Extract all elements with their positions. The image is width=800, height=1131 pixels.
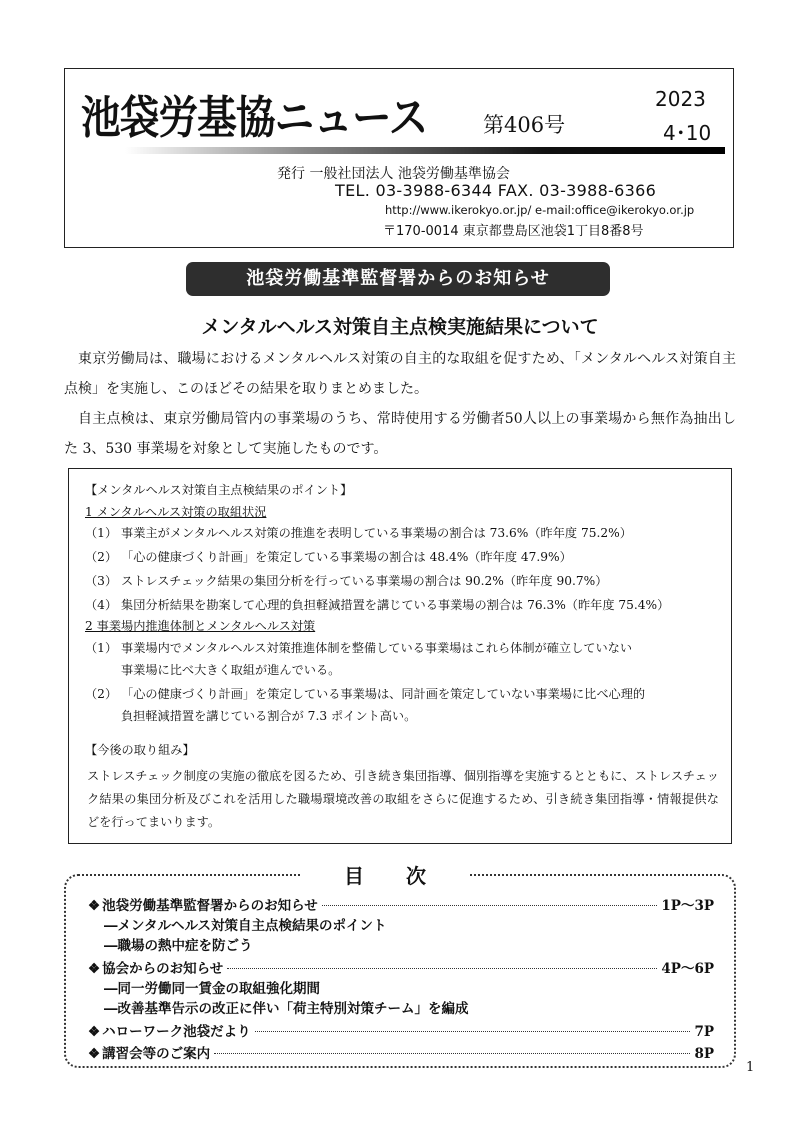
future-text: ストレスチェック制度の実施の徹底を図るため、引き続き集団指導、個別指導を実施するとともに、ストレスチェック結果の集団分析及びこれを活用した職場環境改善の取組をさらに促進するため、引き続き集団指導・情報提供などを行ってまいります。 bbox=[87, 769, 719, 829]
issue-year: 2023 bbox=[655, 87, 706, 111]
dot-leader bbox=[255, 1031, 691, 1032]
gradient-rule bbox=[125, 147, 725, 154]
toc-entry-label: 講習会等のご案内 bbox=[102, 1046, 211, 1062]
postal-address: 〒170-0014 東京都豊島区池袋1丁目8番8号 bbox=[383, 224, 644, 239]
masthead bbox=[64, 68, 734, 248]
section-banner: 池袋労働基準監督署からのお知らせ bbox=[186, 262, 610, 296]
dot-leader bbox=[322, 905, 658, 906]
page-number: 1 bbox=[746, 1060, 755, 1075]
diamond-bullet-icon: ❖ bbox=[88, 898, 101, 914]
toc-entry-pages: 4P～6P bbox=[661, 961, 714, 977]
section2-title: 2 事業場内推進体制とメンタルヘルス対策 bbox=[85, 619, 316, 633]
toc-entry-label: 池袋労働基準監督署からのお知らせ bbox=[102, 898, 318, 914]
point-item: （2） 「心の健康づくり計画」を策定している事業場は、同計画を策定していない事業場に比べ心理的 bbox=[85, 687, 646, 701]
intro-paragraph: 東京労働局は、職場におけるメンタルヘルス対策の自主的な取組を促すため、「メンタルヘルス対策自主点検」を実施し、このほどその結果を取りまとめました。 bbox=[64, 351, 736, 397]
dot-leader bbox=[214, 1053, 690, 1054]
point-item: （3） ストレスチェック結果の集団分析を行っている事業場の割合は 90.2%（昨年度 90.7%） bbox=[85, 574, 608, 588]
future-heading: 【今後の取り組み】 bbox=[85, 743, 195, 757]
toc-entry[interactable] bbox=[88, 1042, 714, 1062]
toc-subentry[interactable]: ―同一労働同一賃金の取組強化期間 bbox=[104, 981, 320, 997]
toc-entry[interactable] bbox=[88, 1020, 714, 1040]
points-heading: 【メンタルヘルス対策自主点検結果のポイント】 bbox=[85, 483, 353, 497]
diamond-bullet-icon: ❖ bbox=[88, 1046, 101, 1062]
toc-subentry[interactable]: ―職場の熱中症を防ごう bbox=[104, 938, 253, 954]
toc-entry[interactable] bbox=[88, 894, 714, 914]
toc-entry-pages: 7P bbox=[694, 1024, 714, 1040]
point-item: （1） 事業場内でメンタルヘルス対策推進体制を整備している事業場はこれら体制が確立していない bbox=[85, 641, 633, 655]
tel-fax: TEL. 03-3988-6344 FAX. 03-3988-6366 bbox=[335, 181, 657, 200]
point-item-continuation: 負担軽減措置を講じている割合が 7.3 ポイント高い。 bbox=[121, 709, 417, 723]
newsletter-title: 池袋労基協ニュース bbox=[81, 91, 428, 144]
publisher: 発行 一般社団法人 池袋労働基準協会 bbox=[277, 166, 510, 182]
point-item-continuation: 事業場に比べ大きく取組が進んでいる。 bbox=[121, 663, 341, 677]
toc-subentry[interactable]: ―メンタルヘルス対策自主点検結果のポイント bbox=[104, 918, 387, 934]
table-of-contents bbox=[64, 874, 736, 1068]
toc-subentry[interactable]: ―改善基準告示の改正に伴い「荷主特別対策チーム」を編成 bbox=[104, 1001, 469, 1017]
diamond-bullet-icon: ❖ bbox=[88, 1024, 101, 1040]
issue-date: 4･10 bbox=[663, 121, 712, 145]
point-item: （1） 事業主がメンタルヘルス対策の推進を表明している事業場の割合は 73.6%（昨年度 75.2%） bbox=[85, 526, 632, 540]
points-box bbox=[68, 468, 732, 844]
toc-entry[interactable] bbox=[88, 957, 714, 977]
issue-number: 第406号 bbox=[483, 113, 566, 137]
dot-leader bbox=[227, 968, 657, 969]
section1-title: 1 メンタルヘルス対策の取組状況 bbox=[85, 505, 267, 519]
web-email[interactable]: http://www.ikerokyo.or.jp/ e-mail:office@ikerokyo.or.jp bbox=[385, 203, 695, 217]
point-item: （2） 「心の健康づくり計画」を策定している事業場の割合は 48.4%（昨年度 47.9%） bbox=[85, 550, 572, 564]
point-item: （4） 集団分析結果を勘案して心理的負担軽減措置を講じている事業場の割合は 76.3%（昨年度 75.4%） bbox=[85, 598, 670, 612]
diamond-bullet-icon: ❖ bbox=[88, 961, 101, 977]
toc-title: 目次 bbox=[300, 860, 470, 889]
toc-entry-label: 協会からのお知らせ bbox=[102, 961, 224, 977]
toc-entry-pages: 1P～3P bbox=[661, 898, 714, 914]
intro-paragraph: 自主点検は、東京労働局管内の事業場のうち、常時使用する労働者50人以上の事業場から無作為抽出した 3、530 事業場を対象として実施したものです。 bbox=[64, 411, 736, 457]
article-headline: メンタルヘルス対策自主点検実施結果について bbox=[201, 316, 599, 338]
toc-entry-label: ハローワーク池袋だより bbox=[102, 1024, 251, 1040]
toc-entry-pages: 8P bbox=[694, 1046, 714, 1062]
